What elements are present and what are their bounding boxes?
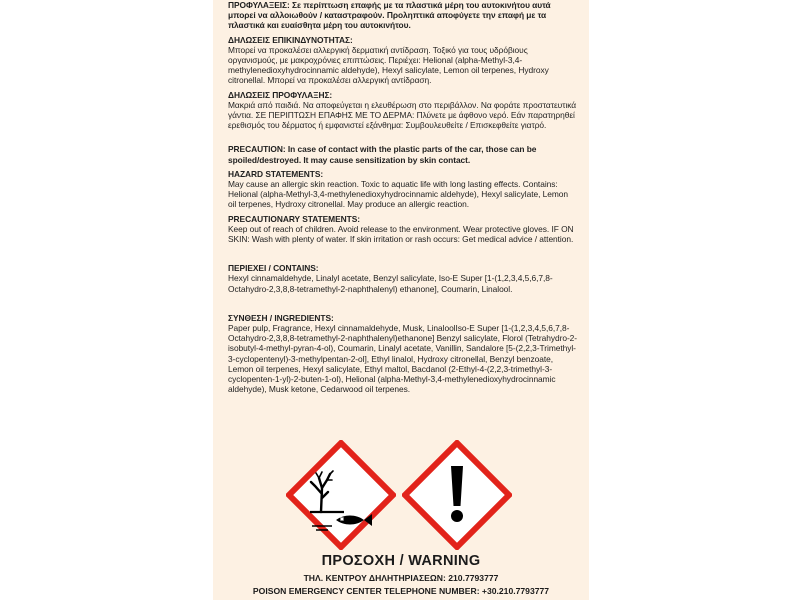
precautionary-text-english: Keep out of reach of children. Avoid release to the environment. Wear protective gloves. IF ON SKIN: Wash with plenty of water. If skin irritation or rash occurs: Get medical advice / attention. xyxy=(228,223,574,245)
precautionary-heading-english: PRECAUTIONARY STATEMENTS: xyxy=(228,213,360,224)
hazard-text-greek: Μπορεί να προκαλέσει αλλεργική δερματική αντίδραση. Τοξικό για τους υδρόβιους οργανισμούς, με μακροχρόνιες επιπτώσεις. Περιέχει: Helional (alpha-Methyl-3,4-methylenedioxyhydrocinnamic aldehyde), Hexyl salicylate, Lemon oil terpenes, Hydroxy citronellal. Μπορεί να προκαλέσει αλλεργική αντίδραση. xyxy=(228,44,549,86)
hazard-heading-english: HAZARD STATEMENTS: xyxy=(228,168,324,179)
contains-heading: ΠΕΡΙΕΧΕΙ / CONTAINS: xyxy=(228,263,319,274)
poison-center-phone-english: POISON EMERGENCY CENTER TELEPHONE NUMBER: +30.210.7793777 xyxy=(252,586,550,596)
precautions-greek: ΠΡΟΦΥΛΑΞΕΙΣ: Σε περίπτωση επαφής με τα πλαστικά μέρη του αυτοκινήτου αυτά μπορεί να αλλοιωθούν / καταστραφούν. Προληπτικά αποφύγετε την επαφή με τα πλαστικά και ευαίσθητα μέρη του αυτοκινήτου. xyxy=(228,0,551,31)
precaution-english: PRECAUTION: In case of contact with the plastic parts of the car, those can be spoiled/destroyed. It may cause sensitization by skin contact. xyxy=(228,144,537,165)
ingredients-heading: ΣΥΝΘΕΣΗ / INGREDIENTS: xyxy=(228,312,334,323)
hazard-text-english: May cause an allergic skin reaction. Toxic to aquatic life with long lasting effects. Contains: Helional (alpha-Methyl-3,4-methylenedioxyhydrocinnamic aldehyde), Hexyl salicylate, Lemon oil terpenes, Hydroxy citronellal. May produce an allergic reaction. xyxy=(228,179,569,210)
ghs-pictograms xyxy=(286,440,516,550)
precautionary-text-greek: Μακριά από παιδιά. Να αποφεύγεται η ελευθέρωση στο περιβάλλον. Να φοράτε προστατευτικά γάντια. ΣΕ ΠΕΡΙΠΤΩΣΗ ΕΠΑΦΗΣ ΜΕ ΤΟ ΔΕΡΜΑ: Πλύνετε με άφθονο νερό. Εάν παρατηρηθεί ερεθισμός του δέρματος ή εμφανιστεί εξάνθημα: Συμβουλευθείτε / Επισκεφθείτε γιατρό. xyxy=(228,99,577,131)
warning-title: ΠΡΟΣΟΧΗ / WARNING xyxy=(321,553,481,569)
ingredients-text: Paper pulp, Fragrance, Hexyl cinnamaldehyde, Musk, LinaloolIso-E Super [1-(1,2,3,4,5,6,7,8-Octahydro-2,3,8,8-tetramethyl-2-naphthalenyl)ethanone] Benzyl salicylate, Florol (Tetrahydro-2-isobutyl-4-methyl-pyran-4-ol), Coumarin, Linalyl acetate, Vanillin, Sandalore [5-(2,2,3-Trimethyl-3-cyclopentenyl)-3-methylpentan-2-ol], Ethyl linalol, Hydroxy citronellal, Benzyl benzoate, Lemon oil terpenes, Hexyl salicylate, Ethyl maltol, Bacdanol (2-Ethyl-4-(2,2,3-trimethyl-3-cyclopenten-1-yl)-2-buten-1-ol), Helional (alpha-Methyl-3,4-methylenedioxyhydrocinnamic aldehyde), Musk ketone, Cedarwood oil terpenes. xyxy=(228,323,578,395)
product-label-panel xyxy=(213,0,589,600)
environment-hazard-icon xyxy=(286,440,396,550)
hazard-heading-greek: ΔΗΛΩΣΕΙΣ ΕΠΙΚΙΝΔΥΝΟΤΗΤΑΣ: xyxy=(228,34,353,45)
precautionary-heading-greek: ΔΗΛΩΣΕΙΣ ΠΡΟΦΥΛΑΞΗΣ: xyxy=(228,89,333,100)
poison-center-phone-greek: ΤΗΛ. ΚΕΝΤΡΟΥ ΔΗΛΗΤΗΡΙΑΣΕΩΝ: 210.7793777 xyxy=(303,573,499,583)
label-text-block xyxy=(228,0,578,395)
contains-text: Hexyl cinnamaldehyde, Linalyl acetate, Benzyl salicylate, Iso-E Super [1-(1,2,3,4,5,6,7,8-Octahydro-2,3,8,8-tetramethyl-2-naphthalenyl) ethanone], Coumarin, Linalool. xyxy=(228,273,553,294)
exclamation-mark-icon xyxy=(402,440,512,550)
